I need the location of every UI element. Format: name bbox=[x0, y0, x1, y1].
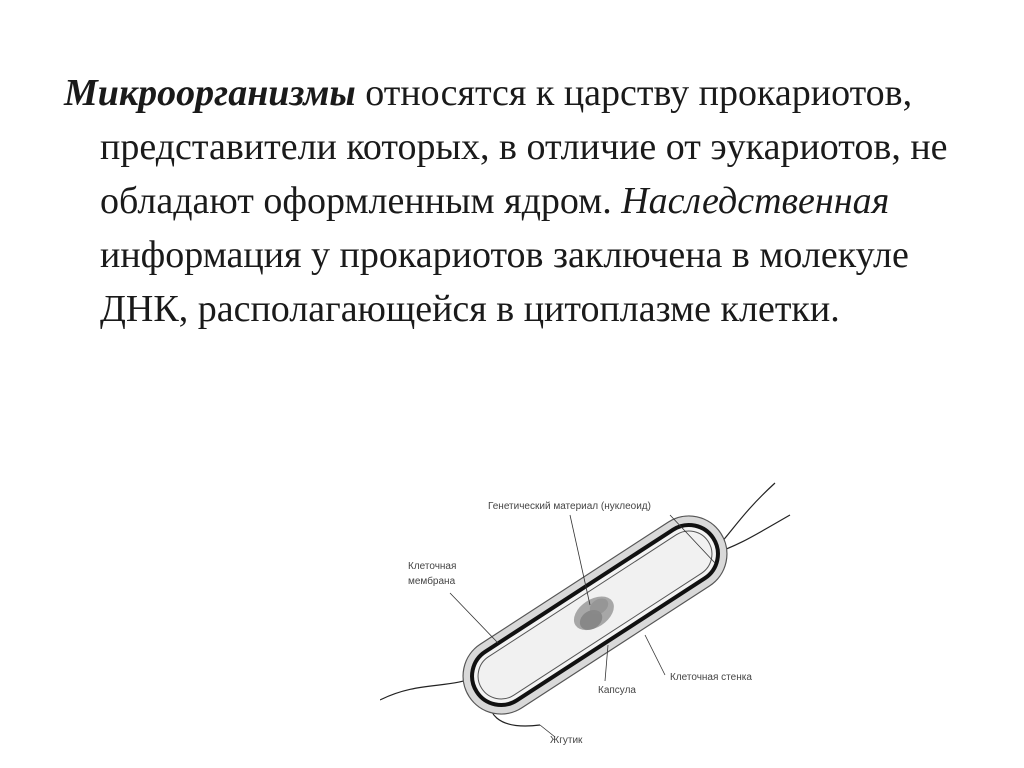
main-paragraph bbox=[64, 66, 980, 336]
term-microorganisms: Микроорганизмы bbox=[64, 72, 356, 114]
label-membrane-line1: Клеточная bbox=[408, 561, 457, 572]
label-membrane-line2: мембрана bbox=[408, 576, 456, 587]
paragraph-text-2: информация у прокариотов заключена в молекуле ДНК, располагающейся в цитоплазме клетки. bbox=[100, 234, 909, 330]
label-capsule: Капсула bbox=[598, 685, 636, 696]
label-flagellum: Жгутик bbox=[550, 735, 583, 746]
term-hereditary: Наследственная bbox=[621, 180, 890, 222]
paragraph-text-1: относятся к царству прокариотов, представители которых, в отличие от эукариотов, не обладают оформленным ядром. bbox=[100, 72, 948, 222]
leader-membrane bbox=[450, 593, 498, 643]
label-cell-wall: Клеточная стенка bbox=[670, 672, 752, 683]
leader-cell-wall bbox=[645, 635, 665, 675]
bacterium-diagram bbox=[380, 475, 800, 755]
label-genetic-material: Генетический материал (нуклеоид) bbox=[488, 501, 651, 512]
